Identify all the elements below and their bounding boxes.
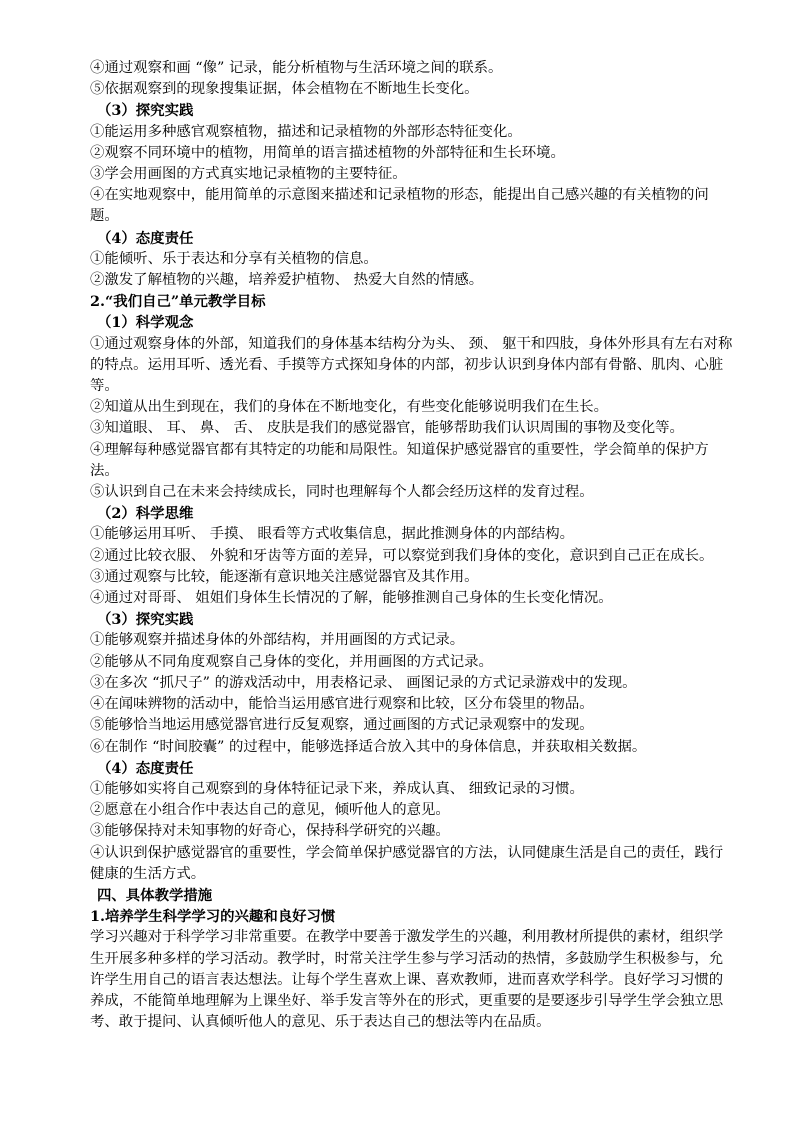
paragraph: ④通过对哥哥、 姐姐们身体生长情况的了解，能够推测自己身体的生长变化情况。: [90, 590, 613, 607]
paragraph: ②激发了解植物的兴趣，培养爱护植物、 热爱大自然的情感。: [90, 272, 484, 289]
paragraph: ④通过观察和画 “像” 记录，能分析植物与生活环境之间的联系。: [90, 60, 503, 76]
subsection-heading: （2）科学思维: [97, 505, 194, 523]
subsection-heading: （4）态度责任: [97, 759, 194, 777]
subsection-heading: （3）探究实践: [97, 102, 194, 120]
paragraph: 学习兴趣对于科学学习非常重要。在教学中要善于激发学生的兴趣，利用教材所提供的素材，组织学生开展多种多样的学习活动。教学时，时常关注学生参与学习活动的热情，多鼓励学生积极参与，允许学生用自己的语言表达想法。让每个学生喜欢上课、喜欢教师，进而喜欢学科学。良好学习习惯的养成，不能简单地理解为上课坐好、举手发言等外在的形式，更重要的是要逐步引导学生学会独立思考、敢于提问、认真倾听他人的意见、乐于表达自己的想法等内在品质。: [90, 929, 724, 1031]
paragraph: ①能够如实将自己观察到的身体特征记录下来，养成认真、 细致记录的习惯。: [90, 780, 584, 797]
paragraph: ④在实地观察中，能用简单的示意图来描述和记录植物的形态，能提出自己感兴趣的有关植物的问题。: [90, 187, 709, 225]
paragraph: ②观察不同环境中的植物，用简单的语言描述植物的外部特征和生长环境。: [90, 144, 565, 161]
paragraph: ④认识到保护感觉器官的重要性，学会简单保护感觉器官的方法，认同健康生活是自己的责任，践行健康的生活方式。: [90, 844, 724, 882]
paragraph: ④在闻味辨物的活动中，能恰当运用感官进行观察和比较，区分布袋里的物品。: [90, 696, 594, 713]
paragraph: ①能够运用耳听、 手摸、 眼看等方式收集信息，据此推测身体的内部结构。: [90, 526, 575, 543]
paragraph: ④理解每种感觉器官都有其特定的功能和局限性。知道保护感觉器官的重要性，学会简单的保护方法。: [90, 441, 709, 479]
paragraph: ⑥在制作 “时间胶囊” 的过程中，能够选择适合放入其中的身体信息，并获取相关数据。: [90, 738, 647, 755]
subsection-heading: （3）探究实践: [97, 611, 194, 629]
paragraph: ⑤依据观察到的现象搜集证据，体会植物在不断地生长变化。: [90, 81, 479, 98]
section-heading: 1.培养学生科学学习的兴趣和良好习惯: [90, 908, 336, 926]
paragraph: ①通过观察身体的外部，知道我们的身体基本结构分为头、 颈、 躯干和四肢，身体外形具有左右对称的特点。运用耳听、透光看、手摸等方式探知身体的内部，初步认识到身体内部有骨骼、肌肉、心脏等。: [90, 335, 733, 395]
subsection-heading: 四、具体教学措施: [97, 886, 213, 904]
paragraph: ①能运用多种感官观察植物，描述和记录植物的外部形态特征变化。: [90, 123, 522, 140]
paragraph: ①能够观察并描述身体的外部结构，并用画图的方式记录。: [90, 632, 465, 649]
section-heading: 2.“我们自己”单元教学目标: [90, 293, 266, 311]
subsection-heading: （4）态度责任: [97, 229, 194, 247]
subsection-heading: （1）科学观念: [97, 314, 194, 332]
paragraph: ③在多次 “抓尺子” 的游戏活动中，用表格记录、 画图记录的方式记录游戏中的发现。: [90, 674, 637, 691]
paragraph: ③知道眼、 耳、 鼻、 舌、 皮肤是我们的感觉器官，能够帮助我们认识周围的事物及变化等。: [90, 420, 684, 437]
document-body: [90, 58, 734, 1033]
paragraph: ②知道从出生到现在，我们的身体在不断地变化，有些变化能够说明我们在生长。: [90, 399, 609, 416]
paragraph: ②能够从不同角度观察自己身体的变化，并用画图的方式记录。: [90, 653, 493, 670]
paragraph: ③能够保持对未知事物的好奇心，保持科学研究的兴趣。: [90, 823, 450, 840]
paragraph: ①能倾听、乐于表达和分享有关植物的信息。: [90, 250, 378, 267]
paragraph: ③通过观察与比较，能逐渐有意识地关注感觉器官及其作用。: [90, 568, 479, 585]
paragraph: ⑤认识到自己在未来会持续成长，同时也理解每个人都会经历这样的发育过程。: [90, 484, 594, 501]
paragraph: ②愿意在小组合作中表达自己的意见，倾听他人的意见。: [90, 802, 450, 819]
paragraph: ⑤能够恰当地运用感觉器官进行反复观察，通过画图的方式记录观察中的发现。: [90, 717, 594, 734]
paragraph: ②通过比较衣服、 外貌和牙齿等方面的差异，可以察觉到我们身体的变化，意识到自己正在成长。: [90, 547, 714, 564]
paragraph: ③学会用画图的方式真实地记录植物的主要特征。: [90, 166, 407, 183]
